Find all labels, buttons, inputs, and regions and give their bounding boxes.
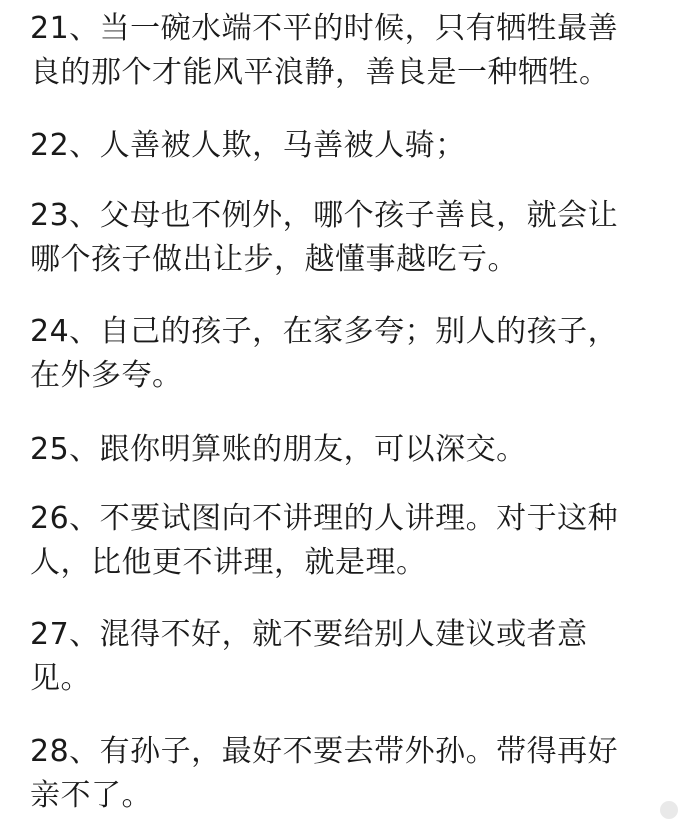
list-item-28 — [30, 730, 618, 818]
item-24-line-2: 在外多夸。 — [30, 358, 183, 393]
item-21-line-2: 良的那个才能风平浪静，善良是一种牺牲。 — [30, 55, 610, 90]
item-26-line-2: 人，比他更不讲理，就是理。 — [30, 545, 427, 580]
list-item-24 — [30, 310, 618, 398]
item-27-line-2: 见。 — [30, 661, 91, 696]
item-28-line-1: 28、有孙子，最好不要去带外孙。带得再好 — [30, 734, 619, 769]
list-item-23 — [30, 194, 618, 282]
item-26-line-1: 26、不要试图向不讲理的人讲理。对于这种 — [30, 501, 619, 536]
item-22-line-1: 22、人善被人欺，马善被人骑； — [30, 128, 466, 163]
list-item-21 — [30, 7, 618, 95]
item-25-line-1: 25、跟你明算账的朋友，可以深交。 — [30, 432, 527, 467]
list-item-22 — [30, 124, 466, 168]
list-item-25 — [30, 428, 527, 472]
watermark — [660, 801, 678, 819]
item-23-line-1: 23、父母也不例外，哪个孩子善良，就会让 — [30, 198, 619, 233]
item-28-line-2: 亲不了。 — [30, 778, 152, 813]
item-23-line-2: 哪个孩子做出让步，越懂事越吃亏。 — [30, 242, 518, 277]
list-item-26 — [30, 497, 618, 585]
item-24-line-1: 24、自己的孩子，在家多夸；别人的孩子， — [30, 314, 619, 349]
item-27-line-1: 27、混得不好，就不要给别人建议或者意 — [30, 617, 588, 652]
watermark-logo-icon — [660, 801, 678, 819]
item-21-line-1: 21、当一碗水端不平的时候，只有牺牲最善 — [30, 11, 619, 46]
list-item-27 — [30, 613, 588, 701]
